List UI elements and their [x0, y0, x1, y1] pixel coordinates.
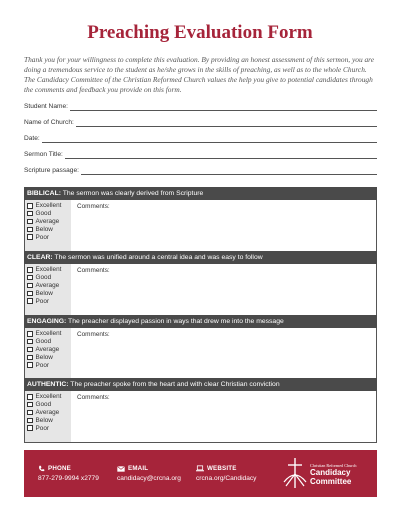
rating-options: Excellent Good Average Below Poor — [25, 200, 71, 251]
checkbox[interactable] — [27, 425, 33, 431]
logo-church-name: Christian Reformed Church — [310, 463, 357, 468]
phone-icon — [38, 465, 45, 472]
rating-options: Excellent Good Average Below Poor — [25, 391, 71, 442]
footer-phone: PHONE 877-279-9994 x2779 — [38, 465, 99, 482]
checkbox[interactable] — [27, 211, 33, 217]
field-scripture — [24, 165, 377, 175]
footer-email: EMAIL candidacy@crcna.org — [117, 465, 181, 482]
checkbox[interactable] — [27, 298, 33, 304]
checkbox[interactable] — [27, 275, 33, 281]
footer-website: WEBSITE crcna.org/Candidacy — [196, 465, 257, 482]
checkbox[interactable] — [27, 331, 33, 337]
field-date — [24, 133, 377, 143]
section-header: CLEAR: The sermon was unified around a central idea and was easy to follow — [24, 251, 377, 264]
checkbox[interactable] — [27, 355, 33, 361]
section-engaging — [24, 315, 377, 380]
field-label: Name of Church: — [24, 119, 74, 126]
field-sermon-title — [24, 149, 377, 159]
field-label: Date: — [24, 135, 40, 142]
logo-committee-name: Candidacy Committee — [310, 468, 352, 486]
field-label: Student Name: — [24, 103, 68, 110]
laptop-icon — [196, 465, 204, 472]
phone-number[interactable]: 877-279-9994 x2779 — [38, 475, 99, 482]
scripture-line[interactable] — [81, 168, 377, 175]
rating-options: Excellent Good Average Below Poor — [25, 328, 71, 379]
section-header: BIBLICAL: The sermon was clearly derived from Scripture — [24, 187, 377, 200]
section-clear — [24, 251, 377, 316]
student-name-line[interactable] — [70, 104, 377, 111]
church-name-line[interactable] — [76, 120, 377, 127]
checkbox[interactable] — [27, 362, 33, 368]
section-header: ENGAGING: The preacher displayed passion in ways that drew me into the message — [24, 315, 377, 328]
checkbox[interactable] — [27, 418, 33, 424]
checkbox[interactable] — [27, 203, 33, 209]
section-biblical — [24, 187, 377, 252]
field-church-name — [24, 117, 377, 127]
checkbox[interactable] — [27, 410, 33, 416]
field-label: Scripture passage: — [24, 167, 79, 174]
sermon-title-line[interactable] — [65, 152, 377, 159]
comments-label: Comments: — [77, 394, 110, 401]
comments-label: Comments: — [77, 267, 110, 274]
section-authentic — [24, 378, 377, 443]
field-student-name — [24, 101, 377, 111]
checkbox[interactable] — [27, 394, 33, 400]
section-header: AUTHENTIC: The preacher spoke from the heart and with clear Christian conviction — [24, 378, 377, 391]
rating-options: Excellent Good Average Below Poor — [25, 264, 71, 315]
email-link[interactable]: candidacy@crcna.org — [117, 475, 181, 482]
checkbox[interactable] — [27, 339, 33, 345]
checkbox[interactable] — [27, 347, 33, 353]
date-line[interactable] — [42, 136, 377, 143]
checkbox[interactable] — [27, 227, 33, 233]
checkbox[interactable] — [27, 283, 33, 289]
field-label: Sermon Title: — [24, 151, 63, 158]
intro-paragraph: Thank you for your willingness to complete this evaluation. By providing an honest assessment of this sermon, you are doing a tremendous service to the student as he/she grows in the skills of preaching, as well as to the whole Church. The Candidacy Committee of the Christian Reformed Church values the help you give to potential candidates through the comments and feedback you provide on this form. — [24, 55, 375, 94]
footer — [24, 450, 377, 497]
checkbox[interactable] — [27, 402, 33, 408]
crc-candidacy-logo — [282, 456, 374, 492]
comments-label: Comments: — [77, 331, 110, 338]
checkbox[interactable] — [27, 234, 33, 240]
checkbox[interactable] — [27, 219, 33, 225]
checkbox[interactable] — [27, 267, 33, 273]
website-link[interactable]: crcna.org/Candidacy — [196, 475, 257, 482]
checkbox[interactable] — [27, 291, 33, 297]
form-title: Preaching Evaluation Form — [87, 22, 313, 43]
comments-label: Comments: — [77, 203, 110, 210]
cross-logo-icon — [282, 456, 308, 490]
email-icon — [117, 466, 125, 472]
